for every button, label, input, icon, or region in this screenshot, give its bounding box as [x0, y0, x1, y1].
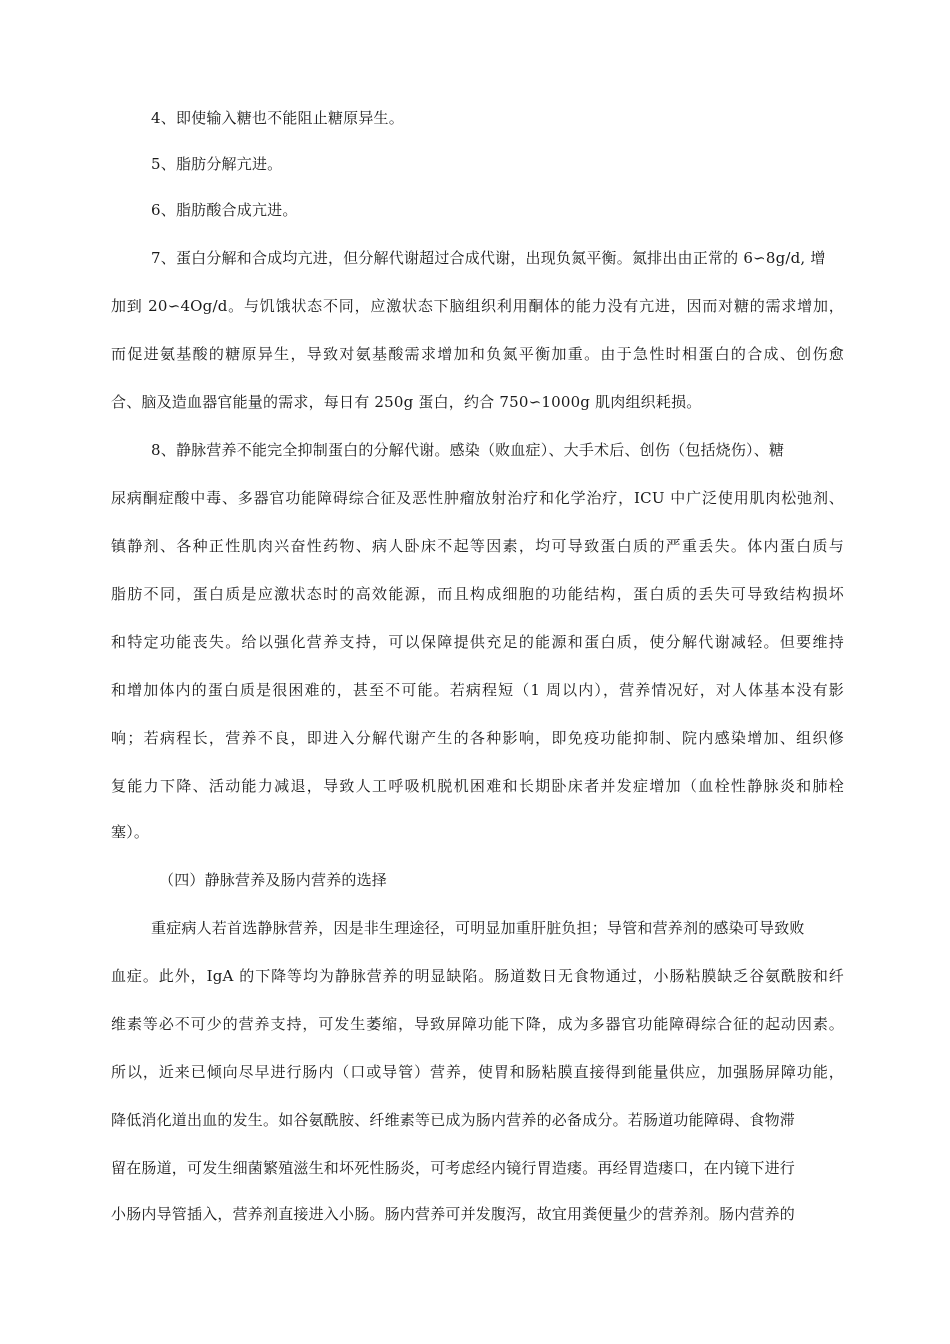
paragraph-8-line-5: 和特定功能丧失。给以强化营养支持，可以保障提供充足的能源和蛋白质，使分解代谢减轻。但要维持	[111, 633, 844, 651]
paragraph-7-line-1: 7、蛋白分解和合成均亢进，但分解代谢超过合成代谢，出现负氮平衡。氮排出由正常的 6∽8g/d, 增	[151, 249, 826, 267]
paragraph-7-line-3: 而促进氨基酸的糖原异生，导致对氨基酸需求增加和负氮平衡加重。由于急性时相蛋白的合成、创伤愈	[111, 345, 844, 363]
paragraph-6: 6、脂肪酸合成亢进。	[151, 201, 298, 219]
paragraph-9-line-4: 所以，近来已倾向尽早进行肠内（口或导管）营养，使胃和肠粘膜直接得到能量供应，加强肠屏障功能，	[111, 1063, 844, 1081]
paragraph-9-line-2: 血症。此外，IgA 的下降等均为静脉营养的明显缺陷。肠道数日无食物通过，小肠粘膜缺乏谷氨酰胺和纤	[111, 967, 844, 985]
paragraph-8-line-9: 塞）。	[111, 823, 150, 841]
paragraph-8-line-4: 脂肪不同，蛋白质是应激状态时的高效能源，而且构成细胞的功能结构，蛋白质的丢失可导致结构损坏	[111, 585, 844, 603]
paragraph-9-line-7: 小肠内导管插入，营养剂直接进入小肠。肠内营养可并发腹泻，故宜用粪便量少的营养剂。肠内营养的	[111, 1205, 796, 1223]
paragraph-4: 4、即使输入糖也不能阻止糖原异生。	[151, 109, 404, 127]
paragraph-9-line-5: 降低消化道出血的发生。如谷氨酰胺、纤维素等已成为肠内营养的必备成分。若肠道功能障碍、食物滞	[111, 1111, 796, 1129]
paragraph-8-line-7: 响；若病程长，营养不良，即进入分解代谢产生的各种影响，即免疫功能抑制、院内感染增加、组织修	[111, 729, 844, 747]
paragraph-8-line-2: 尿病酮症酸中毒、多器官功能障碍综合征及恶性肿瘤放射治疗和化学治疗，ICU 中广泛使用肌肉松弛剂、	[111, 489, 844, 507]
paragraph-8-line-8: 复能力下降、活动能力减退，导致人工呼吸机脱机困难和长期卧床者并发症增加（血栓性静脉炎和肺栓	[111, 777, 844, 795]
paragraph-5: 5、脂肪分解亢进。	[151, 155, 283, 173]
paragraph-8-line-1: 8、静脉营养不能完全抑制蛋白的分解代谢。感染（败血症）、大手术后、创伤（包括烧伤）、糖	[151, 441, 785, 459]
paragraph-9-line-3: 维素等必不可少的营养支持，可发生萎缩，导致屏障功能下降，成为多器官功能障碍综合征的起动因素。	[111, 1015, 844, 1033]
paragraph-8-line-3: 镇静剂、各种正性肌肉兴奋性药物、病人卧床不起等因素，均可导致蛋白质的严重丢失。体内蛋白质与	[111, 537, 844, 555]
paragraph-7-line-4: 合、脑及造血器官能量的需求，每日有 250g 蛋白，约合 750∽1000g 肌肉组织耗损。	[111, 393, 702, 411]
section-heading-4: （四）静脉营养及肠内营养的选择	[159, 871, 388, 889]
paragraph-8-line-6: 和增加体内的蛋白质是很困难的，甚至不可能。若病程短（1 周以内），营养情况好，对人体基本没有影	[111, 681, 844, 699]
paragraph-9-line-1: 重症病人若首选静脉营养，因是非生理途径，可明显加重肝脏负担；导管和营养剂的感染可导致败	[151, 919, 805, 937]
paragraph-9-line-6: 留在肠道，可发生细菌繁殖滋生和坏死性肠炎，可考虑经内镜行胃造瘘。再经胃造瘘口，在内镜下进行	[111, 1159, 796, 1177]
paragraph-7-line-2: 加到 20∽4Og/d。与饥饿状态不同，应激状态下脑组织利用酮体的能力没有亢进，因而对糖的需求增加，	[111, 297, 844, 315]
